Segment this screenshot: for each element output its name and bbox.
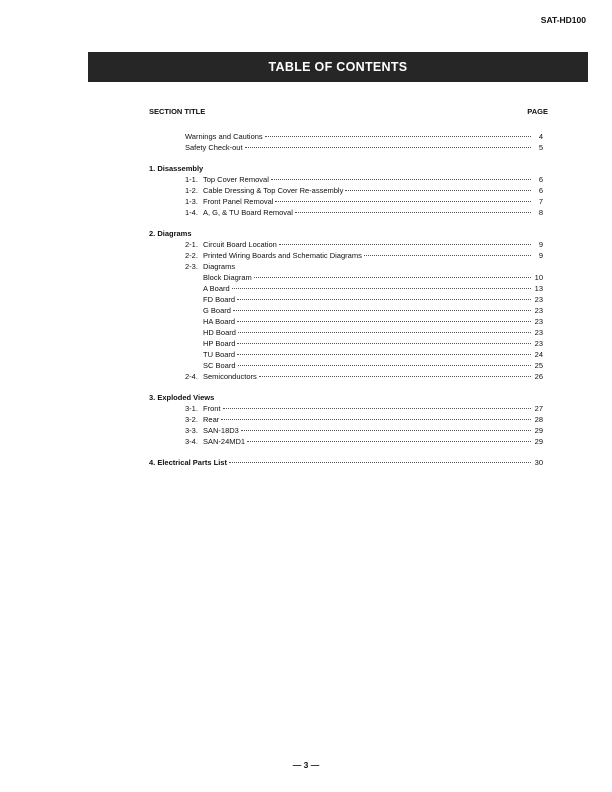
entry-number: 2-1. [185, 240, 198, 249]
dot-leader [233, 310, 531, 311]
entry-label: A, G, & TU Board Removal [203, 208, 293, 217]
entry-page: 23 [534, 295, 543, 304]
entry-page: 24 [534, 350, 543, 359]
dot-leader [238, 365, 531, 366]
toc-section [149, 392, 543, 447]
toc-entry[interactable] [149, 185, 543, 196]
entry-label: SC Board [203, 361, 236, 370]
page-heading: PAGE [527, 107, 548, 116]
toc-entry[interactable] [149, 250, 543, 261]
dot-leader [221, 419, 531, 420]
page-title-bar [88, 52, 588, 82]
entry-label: HD Board [203, 328, 236, 337]
entry-number: 1-4. [185, 208, 198, 217]
model-number: SAT-HD100 [540, 15, 586, 25]
entry-page: 23 [534, 328, 543, 337]
dot-leader [237, 299, 531, 300]
entry-page: 9 [538, 240, 543, 249]
entry-label: Rear [203, 415, 220, 424]
entry-label: A Board [203, 284, 230, 293]
dot-leader [259, 376, 531, 377]
toc-entry[interactable] [149, 327, 543, 338]
entry-number: 1-2. [185, 186, 198, 195]
entry-number: 1-1. [185, 175, 198, 184]
toc-entry[interactable] [149, 272, 543, 283]
toc-entry[interactable] [149, 294, 543, 305]
entry-page: 8 [538, 208, 543, 217]
dot-leader [279, 244, 531, 245]
toc-entry[interactable] [149, 305, 543, 316]
entry-number: 1-3. [185, 197, 198, 206]
dot-leader [223, 408, 531, 409]
entry-page: 4 [538, 132, 543, 141]
toc-entry[interactable] [149, 142, 543, 153]
entry-number: 3-1. [185, 404, 198, 413]
dot-leader [237, 321, 531, 322]
entry-number: 2-2. [185, 251, 198, 260]
entry-page: 29 [534, 437, 543, 446]
dot-leader [271, 179, 531, 180]
entry-page: 6 [538, 175, 543, 184]
entry-label: SAN-18D3 [203, 426, 239, 435]
entry-page: 6 [538, 186, 543, 195]
toc-entry[interactable] [149, 131, 543, 142]
toc-entry[interactable] [149, 196, 543, 207]
toc-entry[interactable] [149, 349, 543, 360]
dot-leader [254, 277, 531, 278]
toc-entry[interactable] [149, 425, 543, 436]
page-title: TABLE OF CONTENTS [268, 60, 408, 74]
entry-label: FD Board [203, 295, 236, 304]
entry-page: 23 [534, 317, 543, 326]
toc-entry[interactable] [149, 207, 543, 218]
dot-leader [245, 147, 531, 148]
entry-page: 28 [534, 415, 543, 424]
entry-page: 13 [534, 284, 543, 293]
toc-entry[interactable] [149, 316, 543, 327]
toc-entry[interactable] [149, 261, 543, 272]
toc-entry[interactable] [149, 457, 543, 468]
entry-number: 3-2. [185, 415, 198, 424]
entry-label: Warnings and Cautions [185, 132, 263, 141]
entry-label: Top Cover Removal [203, 175, 269, 184]
toc-section [149, 228, 543, 382]
toc-section [149, 457, 543, 468]
entry-label: Cable Dressing & Top Cover Re-assembly [203, 186, 344, 195]
section-title-heading: SECTION TITLE [149, 107, 206, 116]
entry-label: G Board [203, 306, 231, 315]
entry-page: 7 [538, 197, 543, 206]
entry-page: 10 [534, 273, 543, 282]
toc-entry[interactable] [149, 414, 543, 425]
entry-page: 26 [534, 372, 543, 381]
entry-page: 29 [534, 426, 543, 435]
entry-page: 25 [534, 361, 543, 370]
entry-label: HA Board [203, 317, 236, 326]
dot-leader [364, 255, 531, 256]
toc-column-header [149, 107, 548, 116]
toc-section [149, 163, 543, 218]
entry-label: Front [203, 404, 221, 413]
toc-entry[interactable] [149, 338, 543, 349]
section-heading[interactable]: 2. Diagrams [149, 229, 192, 238]
toc-entry[interactable] [149, 436, 543, 447]
dot-leader [241, 430, 531, 431]
dot-leader [247, 441, 531, 442]
page-number: — 3 — [292, 760, 320, 770]
entry-label: SAN-24MD1 [203, 437, 246, 446]
toc-entry[interactable] [149, 371, 543, 382]
dot-leader [295, 212, 531, 213]
toc-intro-group [149, 131, 543, 153]
dot-leader [237, 343, 531, 344]
dot-leader [345, 190, 531, 191]
toc-entry[interactable] [149, 403, 543, 414]
toc-entry[interactable] [149, 239, 543, 250]
entry-label: Diagrams [203, 262, 236, 271]
dot-leader [275, 201, 531, 202]
entry-label: Front Panel Removal [203, 197, 274, 206]
section-heading[interactable]: 1. Disassembly [149, 164, 204, 173]
entry-number: 3-4. [185, 437, 198, 446]
entry-label: Circuit Board Location [203, 240, 277, 249]
entry-number: 3-3. [185, 426, 198, 435]
dot-leader [238, 332, 531, 333]
section-heading[interactable]: 3. Exploded Views [149, 393, 215, 402]
dot-leader [229, 462, 531, 463]
entry-page: 9 [538, 251, 543, 260]
entry-label: TU Board [203, 350, 236, 359]
toc-entry[interactable] [149, 360, 543, 371]
entry-page: 30 [534, 458, 543, 467]
entry-number: 2-4. [185, 372, 198, 381]
entry-label: Safety Check-out [185, 143, 243, 152]
toc-entry[interactable] [149, 174, 543, 185]
entry-page: 27 [534, 404, 543, 413]
entry-label: HP Board [203, 339, 236, 348]
toc-entry[interactable] [149, 283, 543, 294]
entry-page: 23 [534, 339, 543, 348]
dot-leader [265, 136, 531, 137]
section-heading: 4. Electrical Parts List [149, 458, 227, 467]
dot-leader [237, 354, 531, 355]
entry-page: 5 [538, 143, 543, 152]
entry-label: Printed Wiring Boards and Schematic Diagrams [203, 251, 362, 260]
entry-page: 23 [534, 306, 543, 315]
table-of-contents [149, 131, 543, 478]
entry-label: Semiconductors [203, 372, 257, 381]
entry-label: Block Diagram [203, 273, 252, 282]
entry-number: 2-3. [185, 262, 198, 271]
dot-leader [232, 288, 531, 289]
